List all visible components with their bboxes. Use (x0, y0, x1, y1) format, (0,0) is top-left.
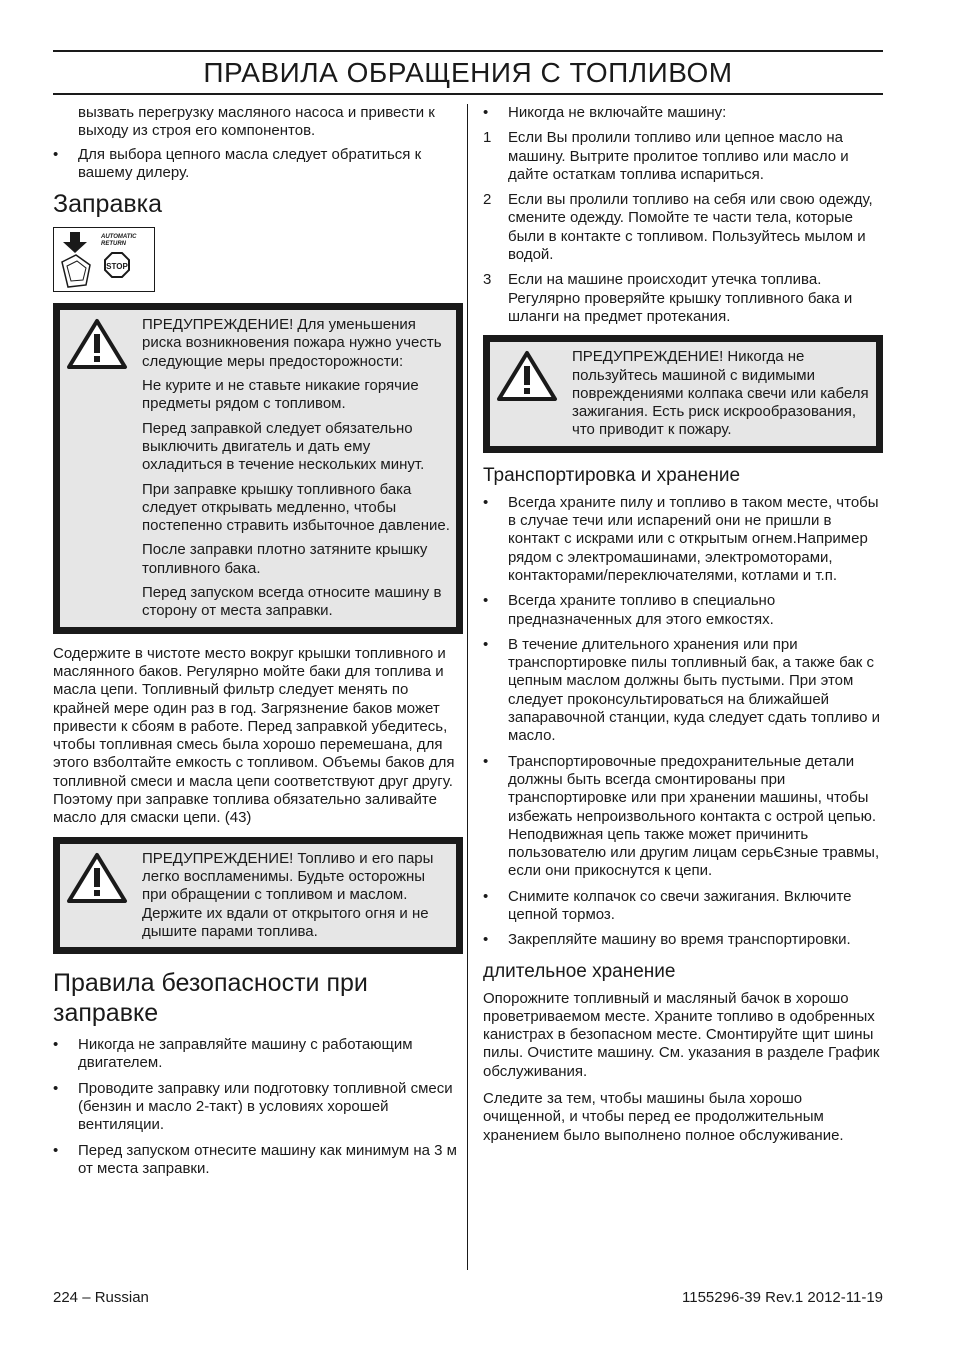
list-item-text: Всегда храните топливо в специально предназначенных для этого емкостях. (508, 592, 776, 628)
list-item (483, 888, 883, 925)
footer-doc-id: 1155296-39 Rev.1 2012-11-19 (682, 1289, 883, 1306)
right-column (483, 104, 883, 1154)
warning-box-ignition (483, 335, 883, 452)
warning-line: При заправке крышку топливного бака следует открывать медленно, чтобы постепенно стравить избыточное давление. (142, 480, 450, 535)
body-paragraph-longterm-1: Опорожните топливный и масляный бачок в хорошо проветриваемом месте. Храните топливо в одобренных канистрах в безопасном месте. Смонтируйте щит шины пилы. Очистите машину. См. указания в разделе График обслуживания. (483, 989, 880, 1080)
list-item-text: Перед запуском отнесите машину как минимум на 3 м от места заправки. (78, 1141, 457, 1177)
warning-text (572, 348, 870, 439)
bullet-mark: • (53, 1079, 59, 1097)
warning-text (142, 316, 450, 620)
continuation-text: вызвать перегрузку масляного насоса и привести к выходу из строя его компонентов. (78, 104, 435, 140)
section-heading-longterm: длительное хранение (483, 960, 676, 982)
page-title: ПРАВИЛА ОБРАЩЕНИЯ С ТОПЛИВОМ (203, 57, 733, 88)
list-item-text: Проводите заправку или подготовку топливной смеси (бензин и масло 2-такт) в условиях хорошей вентиляции. (78, 1079, 453, 1134)
list-item-text: В течение длительного хранения или при транспортировке пилы топливный бак, а также бак с цепным маслом должны быть пустыми. При этом следует проконсультироваться на ближайшей запаравочной станции, куда следует сдать топливо и масло. (508, 635, 881, 745)
warning-triangle-icon (66, 316, 142, 620)
list-item (483, 494, 883, 585)
list-item (483, 104, 883, 122)
bullet-mark: • (53, 1036, 59, 1054)
bullet-mark: • (483, 752, 489, 770)
list-item (483, 931, 883, 949)
bullet-mark: • (483, 887, 489, 905)
warning-line: После заправки плотно затяните крышку топливного бака. (142, 541, 428, 577)
left-column (53, 104, 463, 1185)
bullet-mark: • (53, 145, 59, 163)
bullet-mark: • (483, 931, 489, 949)
list-item (53, 1080, 463, 1135)
list-item (53, 1036, 463, 1073)
list-item-text: Всегда храните пилу и топливо в таком месте, чтобы в случае течи или испарений они не пришли в контакт с искрами или с открытым огнем.Например рядом с электромашинами, электромоторами, контакторами/переключателями, котлами и т.п. (508, 493, 879, 584)
item-number: 2 (483, 191, 492, 209)
body-paragraph-longterm-2: Следите за тем, чтобы машины была хорошо очищенной, и чтобы перед ее продолжительным хранением было выполнено полное обслуживание. (483, 1090, 844, 1144)
list-item-text: Закрепляйте машину во время транспортировки. (508, 931, 851, 949)
section-heading-transport: Транспортировка и хранение (483, 464, 741, 486)
list-item-text: Никогда не включайте машину: (508, 104, 727, 121)
list-item-text: Никогда не заправляйте машину с работающим двигателем. (78, 1036, 413, 1072)
section-heading-safety: Правила безопасности при заправке (53, 969, 368, 1028)
stop-label: STOP (106, 262, 128, 272)
warning-line: ПРЕДУПРЕЖДЕНИЕ! Для уменьшения риска возникновения пожара нужно учесть следующие меры предосторожности: (142, 316, 442, 370)
warning-box-fire (53, 303, 463, 633)
warning-line: ПРЕДУПРЕЖДЕНИЕ! Никогда не пользуйтесь машиной с видимыми повреждениями колпака свечи или кабеля зажигания. Есть риск искрообразования, что приводит к пожару. (572, 348, 869, 439)
header-rule-bottom (53, 93, 883, 95)
bullet-mark: • (483, 592, 489, 610)
list-item-text: Снимите колпачок со свечи зажигания. Включите цепной тормоз. (508, 887, 852, 923)
list-item (483, 636, 883, 746)
numbered-item (483, 129, 883, 184)
header-rule-top (53, 50, 883, 52)
list-item (483, 753, 883, 881)
numbered-item (483, 271, 883, 326)
warning-triangle-icon (496, 348, 572, 439)
bullet-mark: • (483, 493, 489, 511)
item-number: 1 (483, 129, 492, 147)
numbered-item (483, 191, 883, 264)
list-item (53, 1142, 463, 1179)
section-heading-refuel: Заправка (53, 190, 163, 219)
symbol-label-return: RETURN (101, 241, 126, 248)
warning-box-flammable (53, 837, 463, 954)
numbered-item-text: Если на машине происходит утечка топлива. Регулярно проверяйте крышку топливного бака и шланги на предмет протекания. (508, 271, 853, 325)
bullet-mark: • (483, 635, 489, 653)
list-item (483, 592, 883, 629)
item-number: 3 (483, 271, 492, 289)
column-divider (467, 104, 468, 1270)
symbol-label-automatic: AUTOMATIC (101, 234, 137, 241)
bullet-mark: • (53, 1141, 59, 1159)
bullet-mark: • (483, 104, 489, 121)
numbered-item-text: Если вы пролили топливо на себя или свою одежду, смените одежду. Помойте те части тела, которые были в контакте с топливом. Пользуйтесь мылом и водой. (508, 191, 873, 264)
refuel-symbol (53, 227, 155, 292)
warning-line: Перед заправкой следует обязательно выключить двигатель и дать ему охладиться в течение нескольких минут. (142, 419, 425, 474)
warning-line: Не курите и не ставьте никакие горячие предметы рядом с топливом. (142, 377, 419, 413)
list-item (53, 146, 463, 183)
body-paragraph-tanks: Содержите в чистоте место вокруг крышки топливного и маслянного баков. Регулярно мойте баки для топлива и масла цепи. Топливный фильтр следует менять по крайней мере один раз в год. Загрязнение баков может привести к сбоям в работе. Перед заправкой убедитесь, чтобы топливная смесь была хорошо перемешана, для этого взболтайте емкость с топливом. Объемы баков для топливной смеси и масла цепи соответствуют друг другу. Поэтому при заправке топлива обязательно заливайте масло для смаски цепи. (43) (53, 644, 455, 827)
numbered-item-text: Если Вы пролили топливо или цепное масло на машину. Вытрите пролитое топливо или масло и дайте остаткам топлива испариться. (508, 129, 849, 183)
warning-line: ПРЕДУПРЕЖДЕНИЕ! Топливо и его пары легко воспламенимы. Будьте осторожны при обращении с топливом и маслом. Держите их вдали от открытого огня и не дышите парами топлива. (142, 849, 434, 940)
warning-line: Перед запуском всегда относите машину в сторону от места заправки. (142, 584, 442, 620)
fuel-symbol-icon (54, 228, 154, 291)
list-item-text: Транспортировочные предохранительные детали должны быть всегда смонтированы при транспортировке или при хранении машины, чтобы избежать непроизвольного контакта с острой цепью. Неподвижная цепь также может причинить пользователю или другим лицам серьЄзные травмы, если они прикоснутся к цепи. (508, 752, 880, 880)
list-item-text: Для выбора цепного масла следует обратиться к вашему дилеру. (78, 145, 422, 181)
warning-text (142, 850, 450, 941)
warning-triangle-icon (66, 850, 142, 941)
footer-page-number: 224 – Russian (53, 1289, 149, 1306)
